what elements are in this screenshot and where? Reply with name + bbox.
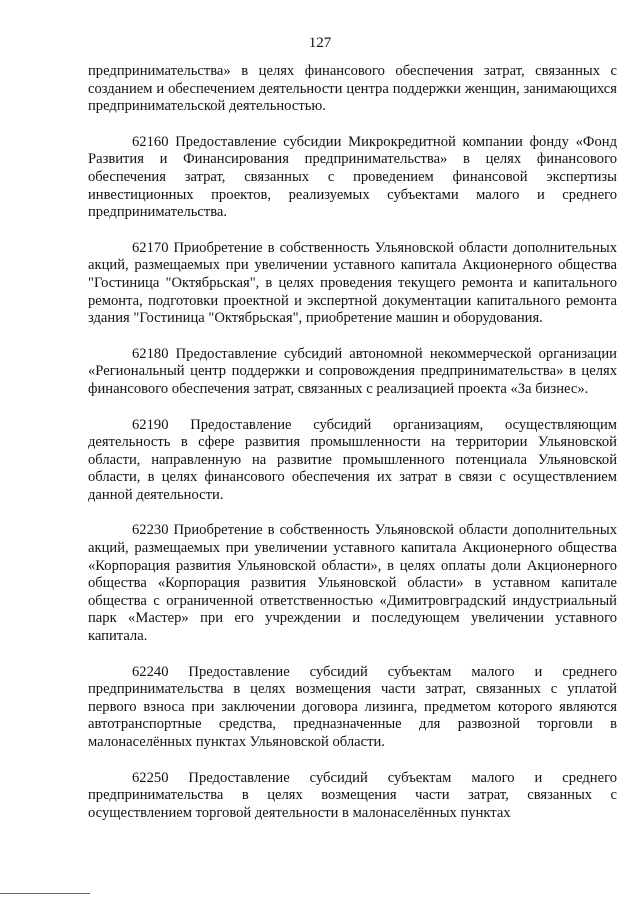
- paragraph-spacer: [88, 646, 617, 664]
- paragraph-spacer: [88, 399, 617, 417]
- paragraph-62240: 62240 Предоставление субсидий субъектам малого и среднего предпринимательства в целях возмещения части затрат, связанных с уплатой первого взноса при заключении договора лизинга, предметом которого являются автотранспортные средства, предназначенные для развозной торговли в малонаселённых пунктах Ульяновской области.: [88, 663, 617, 750]
- paragraph-spacer: [88, 752, 617, 770]
- paragraph-62230: 62230 Приобретение в собственность Ульяновской области дополнительных акций, размещаемых при увеличении уставного капитала Акционерного общества «Корпорация развития Ульяновской области», в целях оплаты доли Акционерного общества «Корпорация развития Ульяновской области» в уставном капитале общества с ограниченной ответственностью «Димитровградский индустриальный парк «Мастер» при его учреждении и последующем увеличении уставного капитала.: [88, 522, 617, 645]
- paragraph-62180: 62180 Предоставление субсидий автономной некоммерческой организации «Региональный центр поддержки и сопровождения предпринимательства» в целях финансового обеспечения затрат, связанных с реализацией проекта «За бизнес».: [88, 345, 617, 397]
- paragraph-spacer: [88, 116, 617, 134]
- paragraph-spacer: [88, 328, 617, 346]
- paragraph-62170: 62170 Приобретение в собственность Ульяновской области дополнительных акций, размещаемых при увеличении уставного капитала Акционерного общества "Гостиница "Октябрьская", в целях проведения текущего ремонта и капитального ремонта, подготовки проектной и экспертной документации капитального ремонта здания "Гостиница "Октябрьская", приобретение машин и оборудования.: [88, 239, 617, 327]
- paragraph-continuation: предпринимательства» в целях финансового обеспечения затрат, связанных с созданием и обеспечением деятельности центра поддержки женщин, занимающихся предпринимательской деятельностью.: [88, 63, 617, 115]
- footer-divider: [0, 893, 90, 894]
- document-body: [88, 63, 617, 822]
- page-number: 127: [308, 35, 332, 51]
- paragraph-62160: 62160 Предоставление субсидии Микрокредитной компании фонду «Фонд Развития и Финансирования предпринимательства» в целях финансового обеспечения затрат, связанных с проведением финансовой экспертизы инвестиционных проектов, реализуемых субъектами малого и среднего предпринимательства.: [88, 133, 617, 221]
- paragraph-spacer: [88, 504, 617, 522]
- paragraph-62250: 62250 Предоставление субсидий субъектам малого и среднего предпринимательства в целях возмещения части затрат, связанных с осуществлением торговой деятельности в малонаселённых пунктах: [88, 769, 617, 821]
- paragraph-spacer: [88, 222, 617, 240]
- paragraph-62190: 62190 Предоставление субсидий организациям, осуществляющим деятельность в сфере развития промышленности на территории Ульяновской области, направленную на развитие промышленного потенциала Ульяновской области, в целях финансового обеспечения их затрат в связи с осуществлением данной деятельности.: [88, 416, 617, 503]
